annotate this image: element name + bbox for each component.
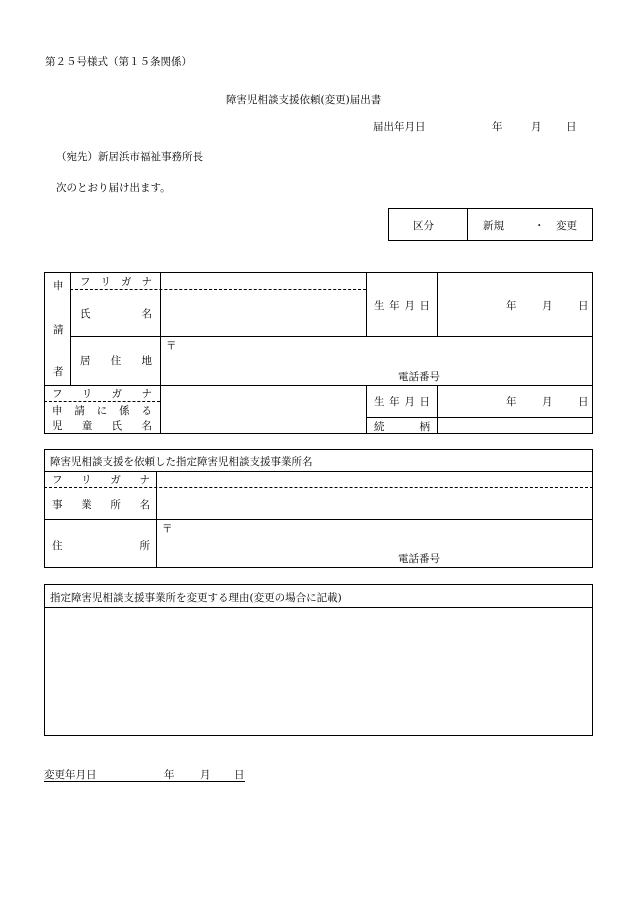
applicant-name-field[interactable] — [163, 292, 363, 334]
child-birth-year: 年 — [506, 396, 517, 408]
relation-field[interactable] — [440, 419, 590, 432]
submission-month: 月 — [531, 121, 542, 133]
category-label: 区分 — [413, 220, 434, 232]
child-birth-day: 日 — [578, 396, 589, 408]
reason-field[interactable] — [48, 610, 589, 732]
applicant-birth-year: 年 — [506, 300, 517, 312]
applicant-side-char: 者 — [53, 366, 64, 378]
applicant-postal-mark: 〒 — [166, 340, 177, 352]
applicant-birth-label: 生 年 月 日 — [374, 300, 430, 312]
child-name-label-line1: 申 請 に 係 る — [52, 405, 152, 417]
page-title: 障害児相談支援依頼(変更)届出書 — [226, 94, 382, 106]
office-phone-label: 電話番号 — [398, 553, 440, 565]
child-name-label-line2: 児 童 氏 名 — [52, 420, 152, 432]
category-separator: ・ — [534, 220, 545, 232]
office-address-field[interactable] — [176, 521, 590, 566]
submission-year: 年 — [492, 121, 503, 133]
applicant-name-label: 氏 名 — [80, 308, 152, 320]
category-change-option[interactable]: 変更 — [556, 220, 577, 232]
applicant-furigana-field[interactable] — [163, 274, 363, 288]
intro-text: 次のとおり届け出ます。 — [56, 182, 171, 194]
applicant-address-field[interactable] — [180, 338, 590, 383]
applicant-birth-month: 月 — [542, 300, 553, 312]
applicant-birth-day: 日 — [578, 300, 589, 312]
office-section-header: 障害児相談支援を依頼した指定障害児相談支援事業所名 — [50, 456, 313, 468]
applicant-furigana-label: フ リ ガ ナ — [80, 276, 152, 288]
change-date-month: 月 — [200, 769, 211, 781]
applicant-address-label: 居 住 地 — [80, 355, 152, 367]
change-date-day: 日 — [234, 769, 245, 781]
applicant-side-char: 請 — [53, 324, 64, 336]
addressee: （宛先）新居浜市福祉事務所長 — [56, 151, 203, 163]
change-date-year: 年 — [164, 769, 175, 781]
office-address-label: 住 所 — [52, 540, 150, 552]
child-birth-month: 月 — [542, 396, 553, 408]
office-furigana-field[interactable] — [159, 473, 589, 486]
child-furigana-label: フ リ ガ ナ — [52, 388, 152, 400]
relation-label: 続 柄 — [374, 421, 430, 433]
office-postal-mark: 〒 — [162, 523, 173, 535]
office-furigana-label: フ リ ガ ナ — [52, 474, 150, 486]
office-name-field[interactable] — [159, 490, 589, 517]
child-name-field[interactable] — [163, 387, 363, 432]
category-new-option[interactable]: 新規 — [483, 220, 504, 232]
reason-section-header: 指定障害児相談支援事業所を変更する理由(変更の場合に記載) — [50, 592, 342, 604]
form-number: 第２５号様式（第１５条関係） — [45, 56, 192, 68]
applicant-side-char: 申 — [53, 280, 64, 292]
child-birth-label: 生 年 月 日 — [374, 396, 430, 408]
applicant-phone-label: 電話番号 — [398, 371, 440, 383]
office-name-label: 事 業 所 名 — [52, 499, 150, 511]
change-date-label: 変更年月日 — [44, 769, 97, 781]
submission-date-label: 届出年月日 — [373, 121, 426, 133]
submission-day: 日 — [566, 121, 577, 133]
